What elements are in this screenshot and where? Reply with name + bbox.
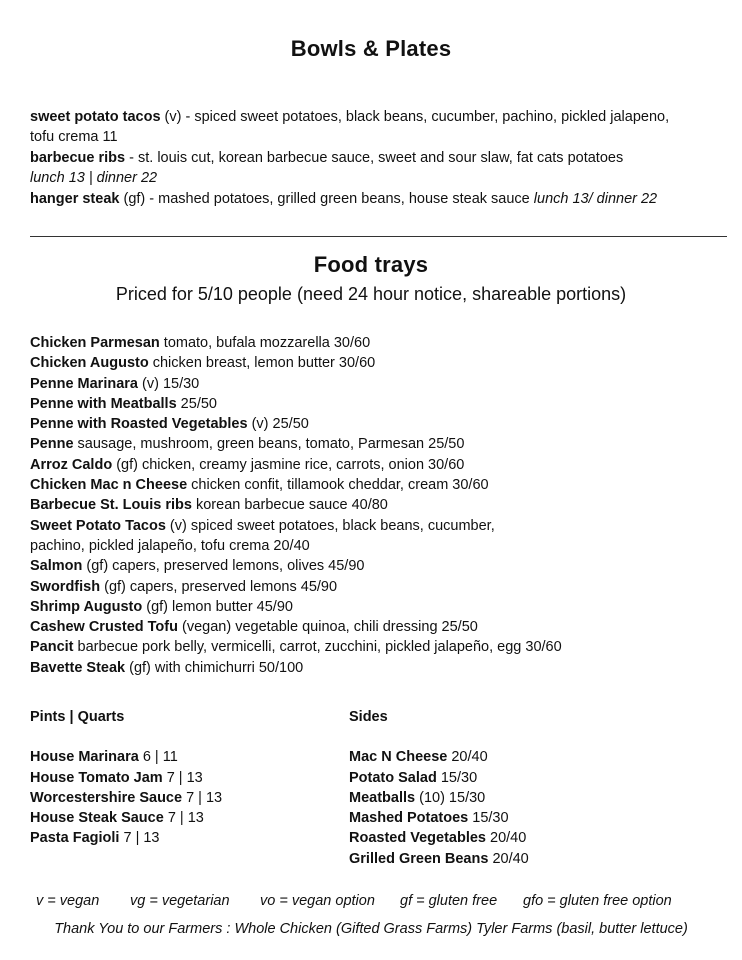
item-name: Barbecue St. Louis ribs bbox=[30, 497, 192, 514]
item-desc: (gf) capers, preserved lemons 45/90 bbox=[100, 578, 338, 595]
legend-vegan-option: vo = vegan option bbox=[260, 893, 375, 909]
item-name: Penne with Meatballs bbox=[30, 395, 177, 412]
pint-item bbox=[30, 788, 222, 808]
legend-gluten-free-option: gfo = gluten free option bbox=[523, 893, 672, 909]
pints-title: Pints | Quarts bbox=[30, 709, 125, 725]
legend-gluten-free: gf = gluten free bbox=[400, 893, 498, 909]
item-name: Chicken Parmesan bbox=[30, 335, 160, 351]
item-price: (10) 15/30 bbox=[415, 789, 486, 806]
tray-item bbox=[30, 455, 562, 475]
item-desc: korean barbecue sauce 40/80 bbox=[191, 497, 388, 514]
item-name: Shrimp Augusto bbox=[30, 598, 143, 615]
item-desc: (gf) chicken, creamy jasmine rice, carrots, onion 30/60 bbox=[112, 456, 465, 473]
item-name: Swordfish bbox=[30, 578, 101, 595]
tray-item bbox=[30, 434, 562, 454]
item-name: Chicken Mac n Cheese bbox=[30, 477, 188, 494]
sides-title: Sides bbox=[349, 709, 388, 725]
side-item bbox=[349, 788, 529, 808]
tray-item bbox=[30, 516, 562, 536]
item-desc: - spiced sweet potatoes, black beans, cucumber, pachino, pickled jalapeno, bbox=[181, 109, 670, 125]
item-name: House Tomato Jam bbox=[30, 769, 163, 786]
item-name: Chicken Augusto bbox=[30, 355, 149, 372]
tray-item bbox=[30, 495, 562, 515]
item-name: Potato Salad bbox=[349, 769, 437, 786]
bowl-item-cont bbox=[30, 127, 118, 147]
item-desc: sausage, mushroom, green beans, tomato, Parmesan 25/50 bbox=[73, 436, 465, 453]
item-desc: (gf) lemon butter 45/90 bbox=[142, 598, 293, 615]
item-price: 7 | 13 bbox=[162, 769, 203, 786]
item-name: Arroz Caldo bbox=[30, 456, 113, 473]
item-name: Penne Marinara bbox=[30, 375, 138, 392]
item-desc: (v) 15/30 bbox=[138, 375, 200, 392]
item-name: Grilled Green Beans bbox=[349, 850, 489, 867]
item-name: House Steak Sauce bbox=[30, 810, 164, 827]
tray-item bbox=[30, 414, 562, 434]
item-name: Pasta Fagioli bbox=[30, 830, 120, 847]
side-item bbox=[349, 849, 529, 869]
tray-item bbox=[30, 658, 562, 678]
tray-item bbox=[30, 637, 562, 657]
item-name: Penne with Roasted Vegetables bbox=[30, 416, 248, 433]
item-name: hanger steak bbox=[30, 191, 120, 207]
item-name: Cashew Crusted Tofu bbox=[30, 619, 178, 636]
item-desc: pachino, pickled jalapeño, tofu crema 20/40 bbox=[30, 537, 310, 554]
item-desc: 25/50 bbox=[176, 395, 217, 412]
item-name: sweet potato tacos bbox=[30, 109, 161, 125]
item-desc: chicken breast, lemon butter 30/60 bbox=[148, 355, 376, 372]
item-desc: (gf) capers, preserved lemons, olives 45/90 bbox=[82, 558, 365, 575]
trays-list bbox=[30, 333, 562, 678]
item-name: Meatballs bbox=[349, 789, 416, 806]
item-name: Pancit bbox=[30, 639, 74, 656]
item-price: 7 | 13 bbox=[163, 810, 204, 827]
item-desc: - st. louis cut, korean barbecue sauce, sweet and sour slaw, fat cats potatoes bbox=[125, 150, 624, 166]
bowl-item-price: lunch 13 | dinner 22 bbox=[30, 170, 158, 186]
item-desc: tomato, bufala mozzarella 30/60 bbox=[159, 335, 371, 351]
item-name: barbecue ribs bbox=[30, 150, 126, 166]
item-name: Salmon bbox=[30, 558, 83, 575]
item-name: Sweet Potato Tacos bbox=[30, 517, 166, 534]
pint-item bbox=[30, 828, 222, 848]
pints-section bbox=[30, 707, 222, 849]
tray-item bbox=[30, 374, 562, 394]
side-item bbox=[349, 808, 529, 828]
item-price: 20/40 bbox=[486, 830, 527, 847]
farmers-thanks: Thank You to our Farmers : Whole Chicken (Gifted Grass Farms) Tyler Farms (basil, butter lettuce) bbox=[54, 921, 688, 937]
tray-item bbox=[30, 597, 562, 617]
item-price: 15/30 bbox=[468, 810, 509, 827]
bowl-item bbox=[30, 148, 623, 168]
pint-item bbox=[30, 808, 222, 828]
bowl-item bbox=[30, 189, 657, 209]
legend-vegetarian: vg = vegetarian bbox=[130, 893, 230, 909]
pint-item bbox=[30, 768, 222, 788]
tray-item bbox=[30, 333, 562, 353]
bowl-item bbox=[30, 107, 669, 127]
item-price: 6 | 11 bbox=[138, 749, 178, 766]
item-name: Bavette Steak bbox=[30, 659, 126, 676]
tray-item bbox=[30, 536, 562, 556]
tray-item bbox=[30, 353, 562, 373]
item-price: 7 | 13 bbox=[182, 789, 223, 806]
tray-item bbox=[30, 394, 562, 414]
item-desc: barbecue pork belly, vermicelli, carrot, zucchini, pickled jalapeño, egg 30/60 bbox=[73, 639, 562, 656]
section-divider bbox=[30, 236, 727, 237]
item-tag: (v) bbox=[160, 109, 182, 125]
item-price: 20/40 bbox=[488, 850, 529, 867]
item-name: Worcestershire Sauce bbox=[30, 789, 183, 806]
item-desc: - mashed potatoes, grilled green beans, house steak sauce bbox=[145, 191, 534, 207]
sides-section bbox=[349, 707, 529, 869]
item-desc: (gf) with chimichurri 50/100 bbox=[125, 659, 304, 676]
item-desc: (vegan) vegetable quinoa, chili dressing 25/50 bbox=[177, 619, 478, 636]
item-price: 7 | 13 bbox=[119, 830, 160, 847]
item-name: House Marinara bbox=[30, 749, 139, 766]
item-name: Penne bbox=[30, 436, 74, 453]
trays-title: Food trays bbox=[313, 252, 429, 277]
item-price: lunch 13/ dinner 22 bbox=[533, 191, 658, 207]
item-desc: chicken confit, tillamook cheddar, cream 30/60 bbox=[187, 477, 489, 494]
legend-vegan: v = vegan bbox=[36, 893, 100, 909]
item-tag: (gf) bbox=[119, 191, 146, 207]
side-item bbox=[349, 768, 529, 788]
item-desc: (v) spiced sweet potatoes, black beans, cucumber, bbox=[165, 517, 495, 534]
tray-item bbox=[30, 556, 562, 576]
item-price: 20/40 bbox=[447, 749, 488, 766]
item-price: 15/30 bbox=[436, 769, 478, 786]
item-name: Mac N Cheese bbox=[349, 749, 448, 766]
tray-item bbox=[30, 475, 562, 495]
item-name: Mashed Potatoes bbox=[349, 810, 469, 827]
spacer bbox=[30, 727, 222, 747]
trays-subtitle: Priced for 5/10 people (need 24 hour notice, shareable portions) bbox=[115, 284, 627, 304]
bowls-title: Bowls & Plates bbox=[290, 36, 452, 61]
side-item bbox=[349, 828, 529, 848]
item-desc: (v) 25/50 bbox=[247, 416, 309, 433]
spacer bbox=[349, 727, 529, 747]
item-desc: tofu crema 11 bbox=[30, 129, 118, 145]
item-name: Roasted Vegetables bbox=[349, 830, 486, 847]
side-item bbox=[349, 747, 529, 767]
pint-item bbox=[30, 747, 222, 767]
tray-item bbox=[30, 577, 562, 597]
tray-item bbox=[30, 617, 562, 637]
